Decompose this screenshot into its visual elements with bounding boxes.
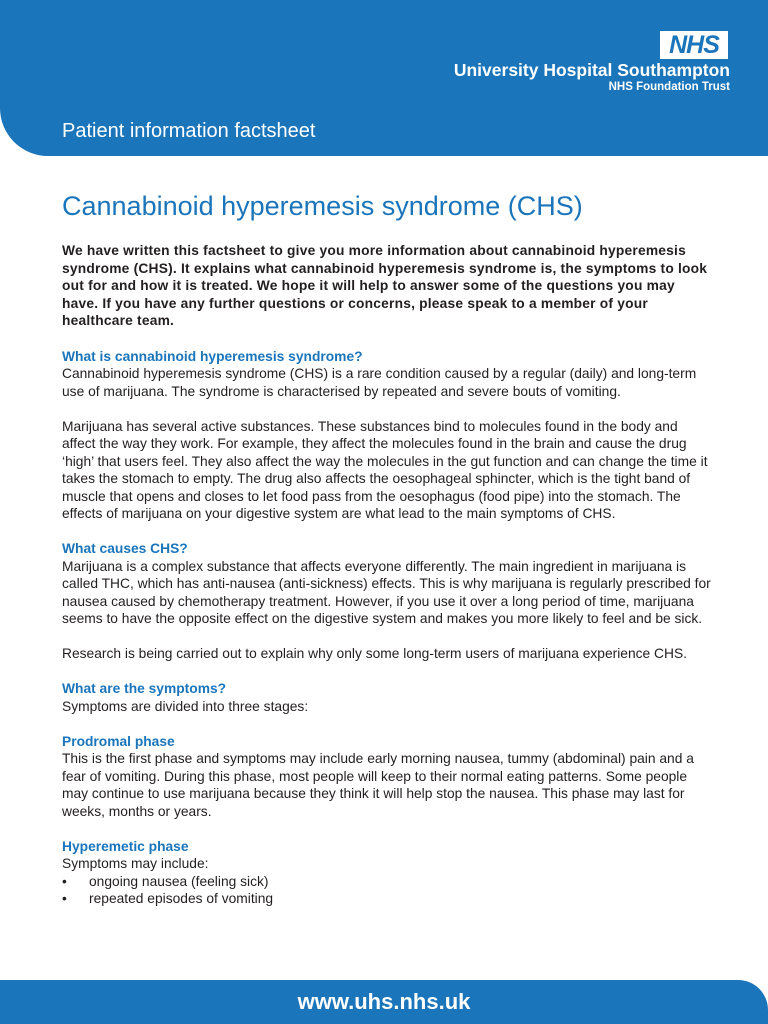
paragraph: Cannabinoid hyperemesis syndrome (CHS) is a rare condition caused by a regular (daily) and long-term use of marijuana. The syndrome is characterised by repeated and severe bouts of vomiting. xyxy=(62,366,697,399)
paragraph: This is the first phase and symptoms may include early morning nausea, tummy (abdominal) pain and a fear of vomiting. During this phase, most people will keep to their normal eating patterns. Some people may continue to use marijuana because they think it will help stop the nausea. This phase may last for weeks, months or years. xyxy=(62,751,694,819)
nhs-logo: NHS xyxy=(660,31,728,59)
symptom-list xyxy=(62,873,712,908)
org-name: University Hospital Southampton xyxy=(453,60,730,80)
section-heading-causes: What causes CHS? xyxy=(62,541,188,556)
factsheet-label: Patient information factsheet xyxy=(62,120,316,142)
document-body xyxy=(62,188,712,908)
list-item xyxy=(62,890,712,908)
paragraph: Marijuana is a complex substance that affects everyone differently. The main ingredient in marijuana is called THC, which has anti-nausea (anti-sickness) effects. This is why marijuana is regularly prescribed for nausea caused by chemotherapy treatment. However, if you use it over a long period of time, marijuana seems to have the opposite effect on the digestive system and makes you more likely to feel and be sick. xyxy=(62,558,711,626)
section-heading-prodromal: Prodromal phase xyxy=(62,733,175,749)
paragraph: Symptoms may include: xyxy=(62,856,209,871)
footer-band xyxy=(0,980,768,1024)
paragraph: Symptoms are divided into three stages: xyxy=(62,698,309,714)
org-subtitle: NHS Foundation Trust xyxy=(608,81,730,93)
footer-website-link[interactable]: www.uhs.nhs.uk xyxy=(297,989,471,1014)
bullet-icon: • xyxy=(62,873,67,889)
intro-paragraph: We have written this factsheet to give you more information about cannabinoid hyperemesis syndrome (CHS). It explains what cannabinoid hyperemesis syndrome is, the symptoms to look out for and how it is treated. We hope it will help to answer some of the questions you may have. If you have any further questions or concerns, please speak to a member of your healthcare team. xyxy=(62,243,708,328)
list-item-text: repeated episodes of vomiting xyxy=(89,891,274,906)
paragraph: Marijuana has several active substances. These substances bind to molecules found in the body and affect the way they work. For example, they affect the molecules found in the brain and cause the drug ‘high’ that users feel. They also affect the way the molecules in the gut function and can change the time it takes the stomach to empty. The drug also affects the oesophageal sphincter, which is the tight band of muscle that opens and closes to let food pass from the oesophagus (food pipe) into the stomach. The effects of marijuana on your digestive system are what lead to the main symptoms of CHS. xyxy=(62,418,708,521)
paragraph: Research is being carried out to explain why only some long-term users of marijuana experience CHS. xyxy=(62,646,687,661)
header-band xyxy=(0,0,768,156)
list-item-text: ongoing nausea (feeling sick) xyxy=(89,873,269,889)
page-title: Cannabinoid hyperemesis syndrome (CHS) xyxy=(62,191,583,221)
section-heading-symptoms: What are the symptoms? xyxy=(62,681,227,696)
bullet-icon: • xyxy=(62,891,67,906)
section-heading-hyperemetic: Hyperemetic phase xyxy=(62,838,189,854)
list-item xyxy=(62,873,712,891)
section-heading-what-is: What is cannabinoid hyperemesis syndrome? xyxy=(62,348,363,364)
